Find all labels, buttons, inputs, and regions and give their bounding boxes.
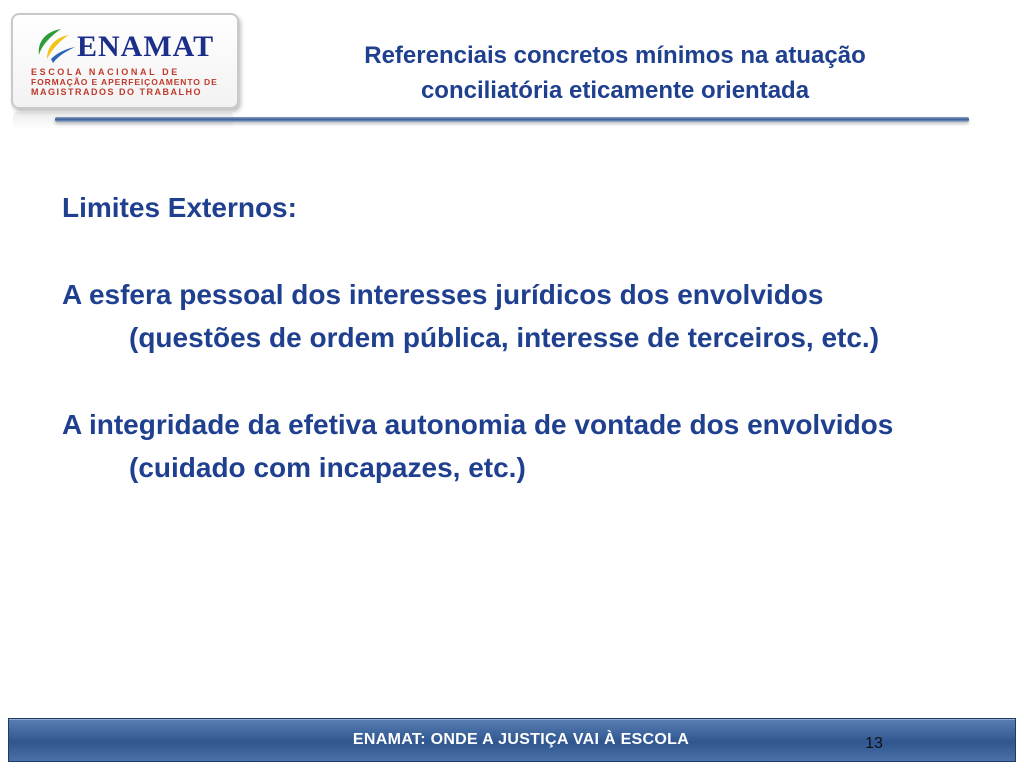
- logo-subtitle-line2: FORMAÇÃO E APERFEIÇOAMENTO DE: [31, 77, 218, 87]
- body-heading: Limites Externos:: [62, 192, 297, 223]
- logo-subtitle-line1: ESCOLA NACIONAL DE: [31, 67, 180, 77]
- slide-title-line2: conciliatória eticamente orientada: [420, 77, 810, 104]
- title-divider: [55, 117, 969, 122]
- slide-title: [270, 38, 960, 108]
- body-paragraph-2: A integridade da efetiva autonomia de vontade dos envolvidos (cuidado com incapazes, etc.): [62, 409, 894, 483]
- slide-title-line1: Referenciais concretos mínimos na atuação: [364, 42, 866, 69]
- page-number: 13: [865, 735, 883, 752]
- body-paragraph-1: A esfera pessoal dos interesses jurídicos dos envolvidos (questões de ordem pública, interesse de terceiros, etc.): [62, 279, 880, 353]
- logo-swoosh-icon: [31, 25, 77, 65]
- logo-name: ENAMAT: [77, 30, 215, 63]
- footer-bar: [8, 718, 1016, 762]
- slide-body: [62, 186, 962, 489]
- footer-slogan: ENAMAT: ONDE A JUSTIÇA VAI À ESCOLA: [352, 731, 690, 748]
- logo-subtitle-line3: MAGISTRADOS DO TRABALHO: [31, 87, 202, 97]
- enamat-logo: [11, 13, 239, 109]
